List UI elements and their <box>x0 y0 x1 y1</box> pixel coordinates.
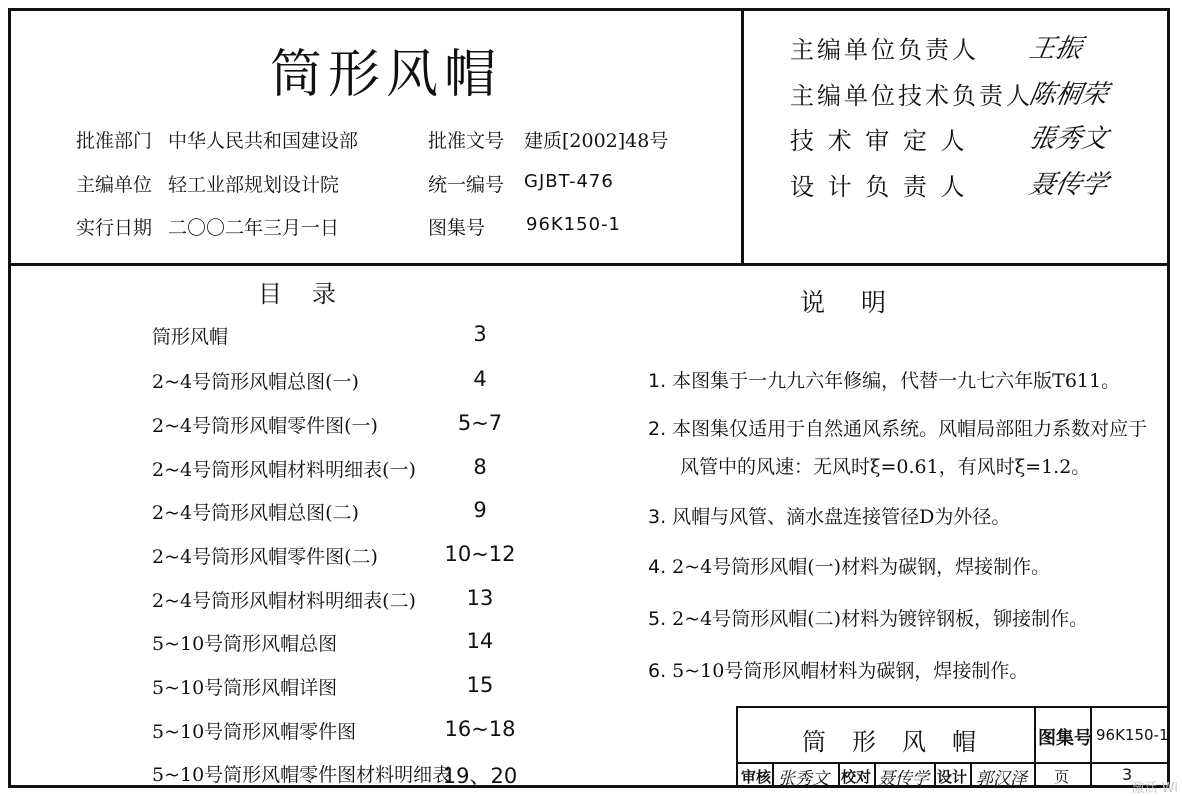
note-number: 3. <box>648 506 667 528</box>
check-signature: 聂传学 <box>878 769 929 789</box>
check-label: 校对 <box>841 768 872 786</box>
toc-page: 10~12 <box>444 542 516 566</box>
toc-page: 9 <box>473 498 487 522</box>
editor-unit-value: 轻工业部规划设计院 <box>168 174 340 196</box>
toc-heading: 目录 <box>258 280 366 308</box>
toc-item: 2~4号筒形风帽零件图(二) <box>152 546 378 568</box>
title-block-divider <box>970 762 972 788</box>
title-block-divider <box>838 762 840 788</box>
page-number: 3 <box>1122 765 1133 784</box>
design-label: 设计 <box>937 768 968 786</box>
note-number: 5. <box>648 608 667 630</box>
chief-unit-head-signature: 王振 <box>1026 34 1085 64</box>
toc-page: 4 <box>473 367 487 391</box>
note-number: 6. <box>648 660 667 682</box>
approval-doc-value: 建质[2002]48号 <box>524 130 669 152</box>
notes-heading: 说明 <box>800 288 923 317</box>
unified-no-value: GJBT-476 <box>524 171 614 192</box>
note-item <box>648 414 1147 441</box>
approval-doc-label: 批准文号 <box>428 130 505 152</box>
note-number: 2. <box>648 418 667 440</box>
page-title: 筒形风帽 <box>270 45 503 105</box>
note-text: 风帽与风管、滴水盘连接管径D为外径。 <box>672 506 1011 528</box>
toc-item: 5~10号筒形风帽零件图材料明细表 <box>152 764 452 786</box>
effective-date-value: 二〇〇二年三月一日 <box>168 217 340 239</box>
toc-page: 13 <box>466 586 494 610</box>
toc-item: 2~4号筒形风帽零件图(一) <box>152 415 378 437</box>
header-vertical-divider <box>741 8 744 266</box>
technical-reviewer-label: 技 术 审 定 人 <box>790 127 968 155</box>
approval-dept-value: 中华人民共和国建设部 <box>168 130 359 152</box>
note-item <box>648 656 1028 683</box>
note-number: 4. <box>648 556 667 578</box>
technical-head-label: 主编单位技术负责人 <box>790 82 1033 110</box>
toc-item: 2~4号筒形风帽材料明细表(一) <box>152 459 416 481</box>
title-block-atlas-label: 图集号 <box>1038 728 1092 749</box>
review-signature: 张秀文 <box>778 769 829 789</box>
design-head-label: 设 计 负 责 人 <box>790 173 968 201</box>
toc-item: 5~10号筒形风帽零件图 <box>152 721 357 743</box>
approval-dept-label: 批准部门 <box>76 130 153 152</box>
note-item <box>648 502 1010 529</box>
toc-item: 2~4号筒形风帽总图(二) <box>152 502 359 524</box>
watermark-text: 激活 Wi <box>1131 781 1178 796</box>
technical-head-signature: 陈桐荣 <box>1026 80 1111 110</box>
toc-item: 5~10号筒形风帽总图 <box>152 633 338 655</box>
toc-item: 5~10号筒形风帽详图 <box>152 677 338 699</box>
note-item <box>648 604 1088 631</box>
page-label: 页 <box>1054 768 1070 786</box>
toc-item: 筒形风帽 <box>152 326 229 348</box>
toc-item: 2~4号筒形风帽材料明细表(二) <box>152 590 416 612</box>
effective-date-label: 实行日期 <box>76 217 153 239</box>
atlas-no-value: 96K150-1 <box>526 214 622 235</box>
note-text: 2~4号筒形风帽(一)材料为碳钢，焊接制作。 <box>672 556 1051 578</box>
title-block-divider <box>772 762 774 788</box>
unified-no-label: 统一编号 <box>428 174 505 196</box>
title-block-divider <box>934 762 936 788</box>
title-block-divider <box>874 762 876 788</box>
note-text: 2~4号筒形风帽(二)材料为镀锌钢板，铆接制作。 <box>672 608 1089 630</box>
review-label: 审核 <box>741 768 772 786</box>
note-item <box>648 366 1120 393</box>
editor-unit-label: 主编单位 <box>76 174 153 196</box>
title-block-atlas-no: 96K150-1 <box>1096 726 1169 744</box>
note-text-continuation: 风管中的风速：无风时ξ=0.61，有风时ξ=1.2。 <box>680 456 1091 478</box>
note-text: 5~10号筒形风帽材料为碳钢，焊接制作。 <box>672 660 1029 682</box>
note-text: 本图集于一九九六年修编，代替一九七六年版T611。 <box>672 370 1121 392</box>
toc-page: 15 <box>466 673 494 697</box>
note-text: 本图集仅适用于自然通风系统。风帽局部阻力系数对应于 <box>672 418 1148 440</box>
chief-unit-head-label: 主编单位负责人 <box>790 36 979 64</box>
technical-reviewer-signature: 張秀文 <box>1026 124 1111 154</box>
design-signature: 郭汉泽 <box>976 769 1027 789</box>
title-block-name: 筒形风帽 <box>802 728 1002 756</box>
title-block <box>736 706 1170 788</box>
toc-page: 19、20 <box>442 764 518 788</box>
design-head-signature: 聂传学 <box>1026 170 1111 200</box>
toc-item: 2~4号筒形风帽总图(一) <box>152 371 359 393</box>
note-item <box>648 552 1050 579</box>
toc-page: 3 <box>473 322 487 346</box>
toc-page: 16~18 <box>444 717 516 741</box>
title-block-divider <box>1034 708 1036 788</box>
toc-page: 14 <box>466 629 494 653</box>
toc-page: 8 <box>473 455 487 479</box>
note-number: 1. <box>648 370 667 392</box>
toc-page: 5~7 <box>457 411 503 435</box>
header-divider <box>8 263 1170 266</box>
atlas-no-label: 图集号 <box>428 217 486 239</box>
